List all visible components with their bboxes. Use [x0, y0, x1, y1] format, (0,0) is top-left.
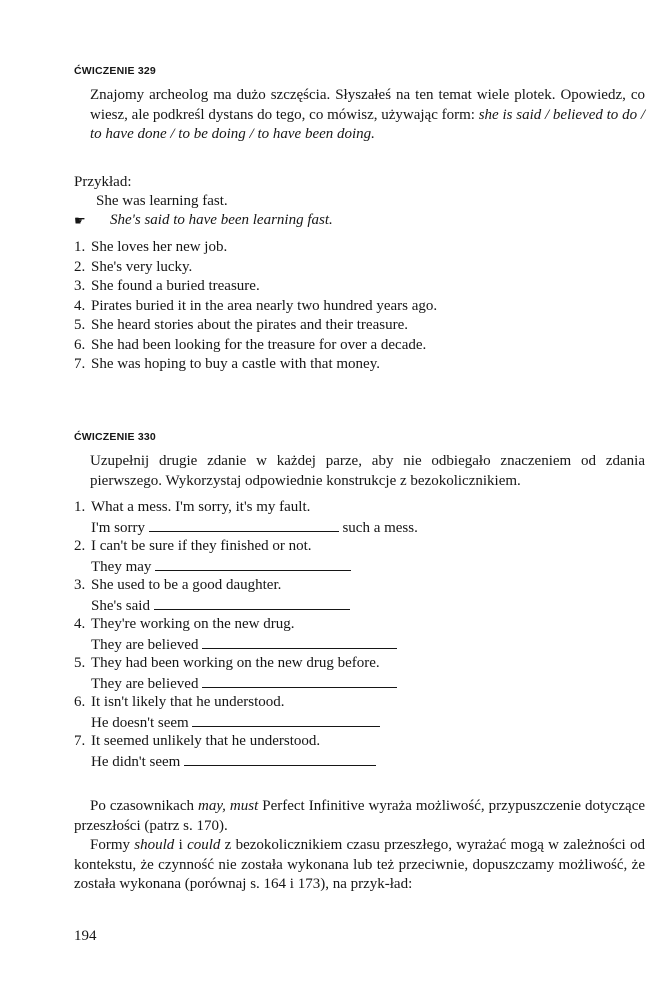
item-number: 4.	[74, 616, 86, 632]
item-prompt: He didn't seem	[91, 753, 181, 770]
exercise-329-list	[74, 238, 634, 375]
example-answer-row	[74, 211, 474, 231]
item-sentence: She used to be a good daughter.	[91, 577, 282, 593]
item-number: 6.	[74, 694, 86, 710]
item-sentence: They had been working on the new drug before.	[91, 655, 380, 671]
answer-blank[interactable]	[184, 752, 376, 766]
item-completion	[91, 518, 418, 539]
example-sentence: She was learning fast.	[96, 193, 228, 209]
example-label: Przykład:	[74, 174, 132, 190]
list-item	[74, 258, 634, 278]
item-sentence: It seemed unlikely that he understood.	[91, 733, 321, 749]
item-sentence: It isn't likely that he understood.	[91, 694, 285, 710]
instruction-text: Znajomy archeolog ma dużo szczęścia. Słyszałeś na ten temat wiele plotek. Opowiedz, co wiesz, ale podkreśl dystans do tego, co mówisz, używając form:	[90, 87, 645, 123]
answer-blank[interactable]	[202, 674, 397, 688]
item-number: 2.	[74, 258, 86, 275]
item-number: 2.	[74, 538, 86, 554]
list-item	[74, 355, 634, 375]
item-completion	[91, 674, 397, 695]
exercise-330-list	[74, 498, 634, 771]
exercise-330-title: ĆWICZENIE 330	[74, 431, 156, 443]
grammar-note-paragraph-1	[74, 797, 645, 836]
item-prompt: They may	[91, 558, 152, 575]
item-prompt: He doesn't seem	[91, 714, 189, 731]
list-item	[74, 693, 634, 732]
note-text: Perfect Infinitive wyraża możliwość, przypuszczenie dotyczące przeszłości (patrz s. 170).	[74, 798, 646, 834]
list-item	[74, 576, 634, 615]
answer-blank[interactable]	[154, 596, 350, 610]
grammar-note-paragraph-2	[74, 836, 645, 895]
item-number: 3.	[74, 278, 86, 294]
list-item	[74, 498, 634, 537]
item-completion	[91, 752, 376, 773]
item-text: Pirates buried it in the area nearly two hundred years ago.	[91, 297, 438, 314]
note-text: i	[174, 837, 188, 853]
item-number: 7.	[74, 733, 86, 749]
item-completion	[91, 635, 397, 656]
item-number: 5.	[74, 317, 86, 333]
item-prompt: I'm sorry	[91, 519, 145, 536]
page-number: 194	[74, 928, 97, 944]
list-item	[74, 654, 634, 693]
item-number: 7.	[74, 356, 86, 372]
item-number: 1.	[74, 499, 86, 515]
answer-blank[interactable]	[149, 518, 339, 532]
item-number: 5.	[74, 655, 86, 671]
item-text: She heard stories about the pirates and their treasure.	[91, 317, 408, 333]
item-text: She was hoping to buy a castle with that money.	[91, 356, 380, 372]
list-item	[74, 277, 634, 297]
exercise-330-instruction: Uzupełnij drugie zdanie w każdej parze, aby nie odbiegało znaczeniem od zdania pierwszego. Wykorzystaj odpowiednie konstrukcje z bezokolicznikiem.	[90, 453, 645, 489]
answer-blank[interactable]	[202, 635, 397, 649]
instruction-forms: she is said / believed to do / to have done / to be doing / to have been doing.	[90, 106, 645, 142]
item-prompt: They are believed	[91, 636, 199, 653]
item-sentence: They're working on the new drug.	[91, 616, 295, 632]
example-answer: She's said to have been learning fast.	[110, 212, 333, 228]
item-completion	[91, 713, 380, 734]
answer-blank[interactable]	[155, 557, 351, 571]
item-text: She loves her new job.	[91, 239, 228, 255]
list-item	[74, 297, 634, 317]
item-sentence: What a mess. I'm sorry, it's my fault.	[91, 499, 311, 515]
note-modal-verb: could	[187, 837, 221, 853]
note-modal-verb: should	[134, 837, 175, 853]
item-number: 6.	[74, 336, 86, 353]
note-modal-verbs: may, must	[197, 798, 259, 814]
item-prompt: They are believed	[91, 675, 199, 692]
note-text: z bezokolicznikiem czasu przeszłego, wyrażać mogą w zależności od kontekstu, że czynność nie została wykonana lub też przeciwnie, dopuszczamy możliwość, że została wykonana (porównaj s. 164 i 173), na przyk-ład:	[74, 837, 645, 892]
list-item	[74, 336, 634, 356]
pointing-hand-icon: ☛	[74, 213, 86, 228]
item-sentence: I can't be sure if they finished or not.	[91, 538, 312, 554]
item-prompt: She's said	[91, 597, 150, 614]
note-text: Po czasownikach	[90, 798, 198, 814]
item-text: She had been looking for the treasure for over a decade.	[91, 336, 427, 353]
item-number: 4.	[74, 297, 86, 314]
item-number: 3.	[74, 577, 86, 593]
list-item	[74, 615, 634, 654]
item-number: 1.	[74, 239, 86, 255]
exercise-329-title: ĆWICZENIE 329	[74, 65, 156, 77]
item-completion	[91, 557, 351, 578]
answer-blank[interactable]	[192, 713, 380, 727]
item-text: She's very lucky.	[91, 258, 193, 275]
list-item	[74, 732, 634, 771]
list-item	[74, 316, 634, 336]
item-suffix: such a mess.	[342, 519, 418, 536]
item-text: She found a buried treasure.	[91, 278, 260, 294]
list-item	[74, 537, 634, 576]
list-item	[74, 238, 634, 258]
item-completion	[91, 596, 350, 617]
exercise-329-instruction	[90, 86, 645, 145]
note-text: Formy	[90, 837, 135, 853]
